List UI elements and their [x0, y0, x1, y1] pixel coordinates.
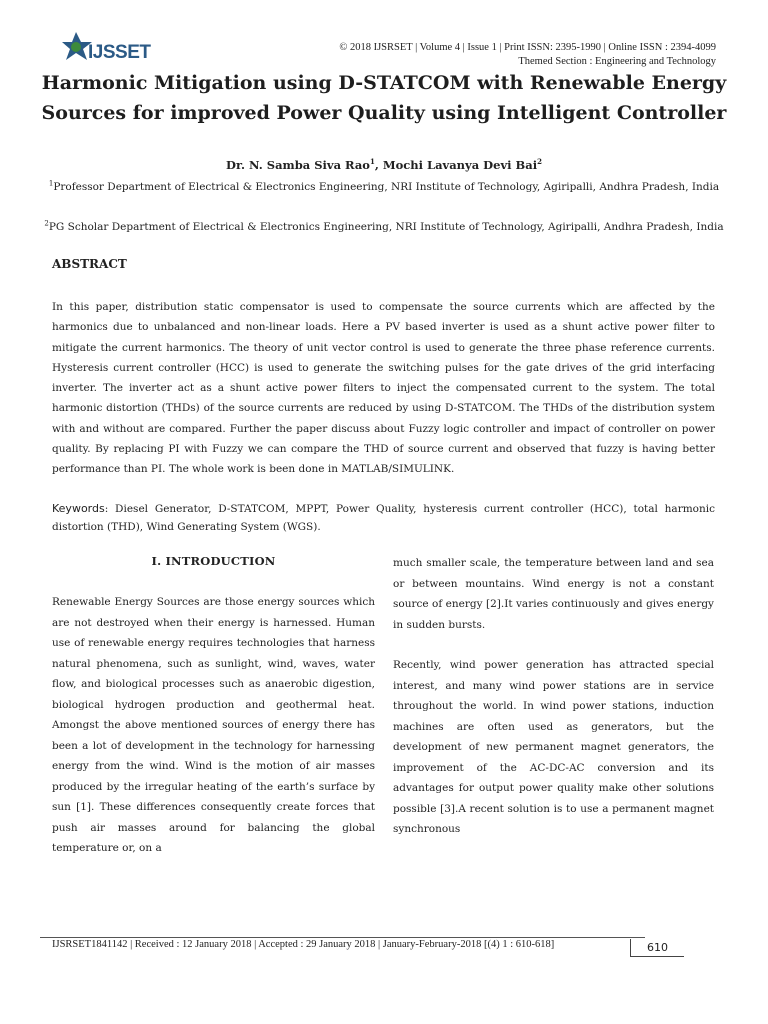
affiliation-2-sup: 2	[44, 219, 49, 228]
abstract-heading: ABSTRACT	[52, 257, 127, 271]
logo-text: IJSSET	[88, 42, 151, 63]
journal-logo	[62, 30, 172, 70]
abstract-text: In this paper, distribution static compensator is used to compensate the source currents which are affected by the harmonics due to unbalanced and non-linear loads. Here a PV based inverter is used as a shunt active power filter to mitigate the current harmonics. The theory of unit vector control is used to generate the three phase reference currents. Hysteresis current controller (HCC) is used to generate the switching pulses for the gate drives of the grid interfacing inverter. The inverter act as a shunt active power filters to inject the compensated current to the system. The total harmonic distortion (THDs) of the source currents are reduced by using D-STATCOM. The THDs of the distribution system with and without are compared. Further the paper discuss about Fuzzy logic controller and impact of controller on power quality. By replacing PI with Fuzzy we can compare the THD of source current and observed that fuzzy is having better performance than PI. The whole work is been done in MATLAB/SIMULINK.	[52, 301, 715, 476]
affiliation-2	[44, 217, 724, 237]
footer-rule	[40, 937, 645, 938]
author-line	[40, 156, 728, 174]
keywords	[52, 500, 715, 536]
journal-meta	[339, 41, 716, 69]
author-2-sup: 2	[537, 157, 542, 167]
introduction-right-paragraph-2: Recently, wind power generation has attracted special interest, and many wind power stations are in service throughout the world. In wind power stations, induction machines are often used as generators, but the development of new permanent magnet generators, the improvement of the AC-DC-AC conversion and its advantages for output power quality make other solutions possible [3].A recent solution is to use a permanent magnet synchronous	[393, 659, 714, 835]
author-1-sup: 1	[369, 157, 375, 167]
author-1: Dr. N. Samba Siva Rao	[226, 158, 370, 172]
section-heading-introduction: I. INTRODUCTION	[151, 554, 276, 568]
keywords-text: : Diesel Generator, D-STATCOM, MPPT, Power Quality, hysteresis current controller (HCC), total harmonic distortion (THD), Wind Generating System (WGS).	[52, 503, 715, 533]
affiliation-2-text: PG Scholar Department of Electrical & Electronics Engineering, NRI Institute of Technology, Agiripalli, Andhra Pradesh, India	[48, 221, 724, 233]
page-number: 610	[630, 939, 684, 957]
keywords-label: Keywords	[52, 502, 105, 515]
affiliation-1-sup: 1	[48, 179, 54, 188]
author-separator: ,	[374, 158, 383, 172]
affiliation-1-text: Professor Department of Electrical & Electronics Engineering, NRI Institute of Technology, Agiripalli, Andhra Pradesh, India	[53, 181, 720, 193]
footer-citation: IJSRSET1841142 | Received : 12 January 2018 | Accepted : 29 January 2018 | January-February-2018 [(4) 1 : 610-618]	[52, 939, 555, 950]
introduction-right-paragraph-1: much smaller scale, the temperature between land and sea or between mountains. Wind energy is not a constant source of energy [2].It varies continuously and gives energy in sudden bursts.	[393, 557, 714, 631]
paper-title: Harmonic Mitigation using D-STATCOM with Renewable Energy Sources for improved Power Quality using Intelligent Controller	[41, 72, 727, 124]
affiliation-1	[44, 177, 724, 197]
journal-meta-line2: Themed Section : Engineering and Technology	[518, 56, 716, 67]
author-2: Mochi Lavanya Devi Bai	[382, 158, 538, 172]
introduction-left-column: Renewable Energy Sources are those energy sources which are not destroyed when their energy is harnessed. Human use of renewable energy requires technologies that harness natural phenomena, such as sunlight, wind, waves, water flow, and biological processes such as anaerobic digestion, biological hydrogen production and geothermal heat. Amongst the above mentioned sources of energy there has been a lot of development in the technology for harnessing energy from the wind. Wind is the motion of air masses produced by the irregular heating of the earth’s surface by sun [1]. These differences consequently create forces that push air masses around for balancing the global temperature or, on a	[52, 596, 375, 854]
journal-meta-line1: © 2018 IJSRSET | Volume 4 | Issue 1 | Print ISSN: 2395-1990 | Online ISSN : 2394-4099	[339, 42, 716, 53]
